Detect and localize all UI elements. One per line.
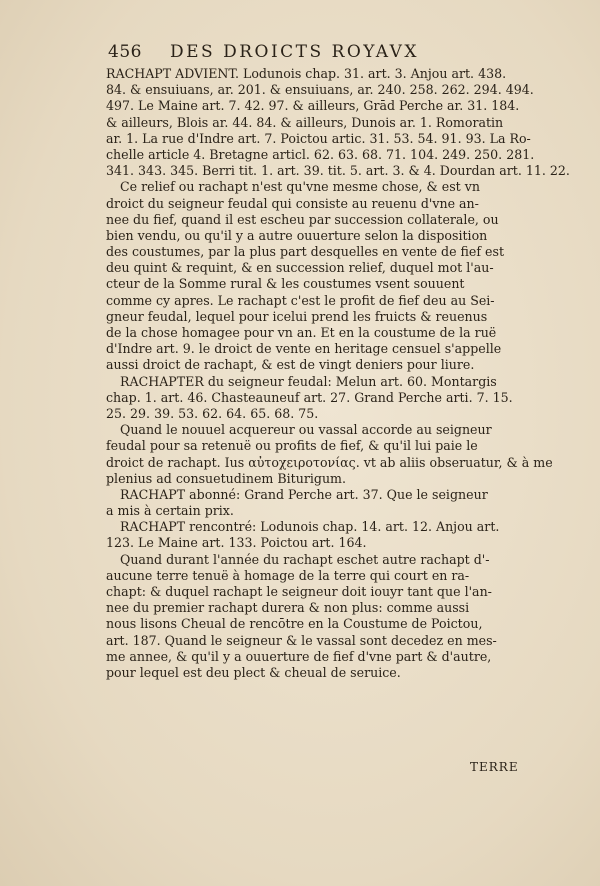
page-header — [108, 42, 528, 68]
page-number: 456 — [108, 42, 142, 62]
text-line: aucune terre tenuë à homage de la terre qui court en ra- — [106, 567, 470, 583]
text-line: chapt: & duquel rachapt le seigneur doit iouyr tant que l'an- — [106, 584, 492, 599]
text-line: plenius ad consuetudinem Biturigum. — [106, 470, 346, 486]
body-text — [106, 66, 570, 681]
text-line: d'Indre art. 9. le droict de vente en heritage censuel s'appelle — [106, 341, 502, 357]
text-line: RACHAPTER du seigneur feudal: Melun art. 60. Montargis — [120, 373, 497, 389]
text-line: a mis à certain prix. — [106, 503, 234, 519]
text-line: nous lisons Cheual de rencōtre en la Coustume de Poictou, — [106, 616, 483, 632]
text-line: chap. 1. art. 46. Chasteauneuf art. 27. Grand Perche arti. 7. 15. — [106, 389, 513, 405]
text-line: 341. 343. 345. Berri tit. 1. art. 39. tit. 5. art. 3. & 4. Dourdan art. 11. 22. — [106, 163, 570, 179]
text-line: 497. Le Maine art. 7. 42. 97. & ailleurs, Grād Perche ar. 31. 184. — [106, 98, 520, 114]
text-line: & ailleurs, Blois ar. 44. 84. & ailleurs, Dunois ar. 1. Romoratin — [106, 114, 504, 130]
text-line: pour lequel est deu plect & cheual de seruice. — [106, 664, 401, 680]
text-line: 25. 29. 39. 53. 62. 64. 65. 68. 75. — [106, 405, 319, 421]
text-line: comme cy apres. Le rachapt c'est le profit de fief deu au Sei- — [106, 292, 495, 308]
text-line: nee du fief, quand il est escheu par succession collaterale, ou — [106, 211, 499, 227]
text-line: deu quint & requint, & en succession relief, duquel mot l'au- — [106, 260, 494, 276]
text-line: chelle article 4. Bretagne articl. 62. 63. 68. 71. 104. 249. 250. 281. — [106, 146, 535, 162]
text-line: droict de rachapt. Ius αὐτοχειροτονίας. vt ab aliis obseruatur, & à me — [106, 454, 553, 470]
text-line: 123. Le Maine art. 133. Poictou art. 164. — [106, 535, 367, 551]
text-line: RACHAPT rencontré: Lodunois chap. 14. art. 12. Anjou art. — [120, 519, 500, 535]
text-line: 84. & ensuiuans, ar. 201. & ensuiuans, ar. 240. 258. 262. 294. 494. — [106, 82, 534, 98]
text-line: aussi droict de rachapt, & est de vingt deniers pour liure. — [106, 357, 475, 373]
text-line: Quand le nouuel acquereur ou vassal accorde au seigneur — [120, 422, 492, 438]
text-line: droict du seigneur feudal qui consiste au reuenu d'vne an- — [106, 195, 479, 211]
text-line: gneur feudal, lequel pour icelui prend les fruicts & reuenus — [106, 308, 488, 324]
text-line: art. 187. Quand le seigneur & le vassal sont decedez en mes- — [106, 632, 497, 648]
text-line: des coustumes, par la plus part desquelles en vente de fief est — [106, 244, 505, 260]
text-line: bien vendu, ou qu'il y a autre ouuerture selon la disposition — [106, 227, 488, 243]
text-line: feudal pour sa retenuë ou profits de fief, & qu'il lui paie le — [106, 438, 478, 454]
text-line: Ce relief ou rachapt n'est qu'vne mesme chose, & est vn — [120, 179, 480, 195]
text-line: nee du premier rachapt durera & non plus: comme aussi — [106, 600, 470, 616]
text-line: me annee, & qu'il y a ouuerture de fief d'vne part & d'autre, — [106, 648, 492, 664]
text-line: RACHAPT ADVIENT. Lodunois chap. 31. art. 3. Anjou art. 438. — [106, 66, 507, 81]
text-line: RACHAPT abonné: Grand Perche art. 37. Que le seigneur — [120, 486, 488, 502]
running-title: DES DROICTS ROYAVX — [170, 42, 420, 62]
text-line: cteur de la Somme rural & les coustumes vsent souuent — [106, 276, 465, 292]
catchword: TERRE — [470, 760, 519, 774]
text-line: ar. 1. La rue d'Indre art. 7. Poictou artic. 31. 53. 54. 91. 93. La Ro- — [106, 130, 531, 146]
text-line: de la chose homagee pour vn an. Et en la coustume de la ruë — [106, 325, 497, 340]
text-line: Quand durant l'année du rachapt eschet autre rachapt d'- — [120, 551, 490, 567]
